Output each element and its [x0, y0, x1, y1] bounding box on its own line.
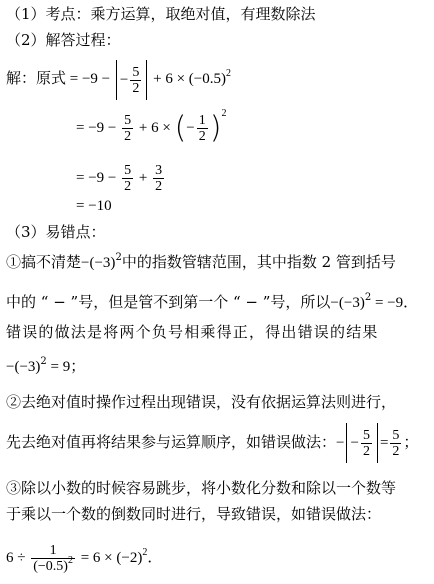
exponent: 2: [40, 356, 47, 367]
pitfall-1-line-3: [6, 322, 379, 342]
numerator: 5: [124, 113, 132, 129]
denominator: 2: [362, 444, 370, 460]
solution-line-3: [76, 158, 166, 198]
fraction: [31, 543, 75, 574]
section-2-text: 解答过程：: [45, 31, 121, 49]
pitfall-2-line-2: [6, 422, 418, 462]
abs-value: − $\frac{5}{2}$: [116, 60, 147, 100]
solution-result: = −10: [76, 198, 112, 214]
pitfall-1-line-2: [6, 292, 418, 313]
solution-lead: 解：原式: [6, 69, 67, 87]
pitfall-1-line-1: [6, 252, 396, 273]
expression-result: = −9: [371, 295, 404, 311]
numerator: 5: [392, 427, 400, 443]
section-2-label: （2）: [6, 31, 46, 49]
numerator: 3: [155, 163, 163, 179]
solution-line-1-start: = −9 −: [69, 71, 114, 87]
fraction: [122, 113, 133, 144]
pitfall-1-text-b: 中的指数管辖范围，其中指数 2 管到括号: [121, 253, 396, 271]
punctuation: ．: [147, 550, 163, 566]
expression: 6 ÷: [6, 550, 30, 566]
pitfall-2-text: ②去绝对值时操作过程出现错误，没有依据运算法则进行，: [6, 393, 397, 411]
exponent: 2: [67, 555, 73, 567]
punctuation: ；: [70, 357, 86, 375]
fraction: [361, 428, 372, 459]
solution-line-1: [6, 58, 231, 98]
denominator: 2: [198, 129, 206, 145]
section-3-text: 易错点：: [45, 223, 106, 241]
section-1-label: （1）: [6, 5, 46, 23]
solution-line-3-start: = −9 −: [76, 170, 121, 186]
exponent: 2: [364, 292, 372, 303]
minus-sign: −: [336, 435, 345, 451]
denominator: 2: [132, 80, 140, 96]
fraction: [122, 163, 133, 194]
denominator: 2: [124, 129, 132, 145]
exponent: 2: [142, 547, 148, 558]
solution-line-3-mid: +: [138, 170, 152, 186]
numerator: 5: [362, 428, 370, 444]
solution-line-4: [76, 196, 112, 216]
denominator-base: (−0.5): [33, 559, 68, 575]
pitfall-3-text: ③除以小数的时候容易跳步，将小数化分数和除以一个数等: [6, 479, 397, 497]
section-1-line: [6, 4, 316, 24]
solution-line-2-start: = −9 −: [76, 120, 121, 136]
minus-sign: −: [186, 120, 195, 136]
denominator: 2: [392, 443, 400, 459]
solution-line-2: [76, 106, 226, 150]
expression-result: = 6 × (−2): [76, 550, 143, 566]
denominator: 2: [124, 179, 132, 195]
numerator: 1: [198, 113, 206, 129]
fraction: [390, 428, 401, 459]
equals-sign: =: [379, 435, 389, 451]
right-paren: ): [209, 110, 222, 146]
exponent: 2: [226, 68, 231, 79]
left-paren: (: [174, 110, 187, 146]
pitfall-2-text-b: 先去绝对值再将结果参与运算顺序，如错误做法：: [6, 433, 337, 451]
punctuation: ．: [403, 293, 419, 311]
pitfall-2-line-1: [6, 392, 396, 412]
pitfall-3-line-1: [6, 478, 396, 498]
numerator: 5: [132, 64, 140, 80]
pitfall-3-line-2: [6, 504, 381, 524]
fraction: [153, 163, 164, 194]
pitfall-1-text-c: 中的 “ − ”号，但是管不到第一个 “ − ”号，所以: [6, 293, 331, 311]
punctuation: ；: [403, 433, 419, 451]
section-3-line: [6, 222, 106, 242]
abs-value: − $\frac{5}{2}$: [346, 423, 377, 463]
exponent: 2: [115, 252, 122, 263]
denominator: 2: [155, 179, 163, 195]
expression-result: = 9: [46, 359, 71, 375]
pitfall-3-line-3: [6, 538, 162, 578]
expression: −(−3): [81, 255, 116, 271]
pitfall-3-text-b: 于乘以一个数的倒数同时进行，导致错误，如错误做法：: [6, 505, 382, 523]
fraction: [130, 65, 141, 96]
exponent: 2: [221, 108, 227, 119]
pitfall-1-line-4: [6, 356, 85, 377]
expression: −(−3): [6, 359, 41, 375]
section-2-line: [6, 30, 121, 50]
section-1-text: 考点：乘方运算，取绝对值，有理数除法: [45, 5, 316, 23]
denominator: [31, 555, 75, 575]
solution-line-1-rest: + 6 × (−0.5): [153, 71, 226, 87]
numerator: 5: [124, 163, 132, 179]
section-3-label: （3）: [6, 223, 46, 241]
fraction: [197, 113, 208, 144]
solution-line-2-mid: + 6 ×: [138, 120, 175, 136]
pitfall-1-text: ①搞不清楚: [6, 253, 82, 271]
pitfall-1-text-d: 错误的做法是将两个负号相乘得正，得出错误的结果: [6, 323, 379, 341]
expression: −(−3): [330, 295, 365, 311]
numerator: 1: [49, 543, 57, 559]
